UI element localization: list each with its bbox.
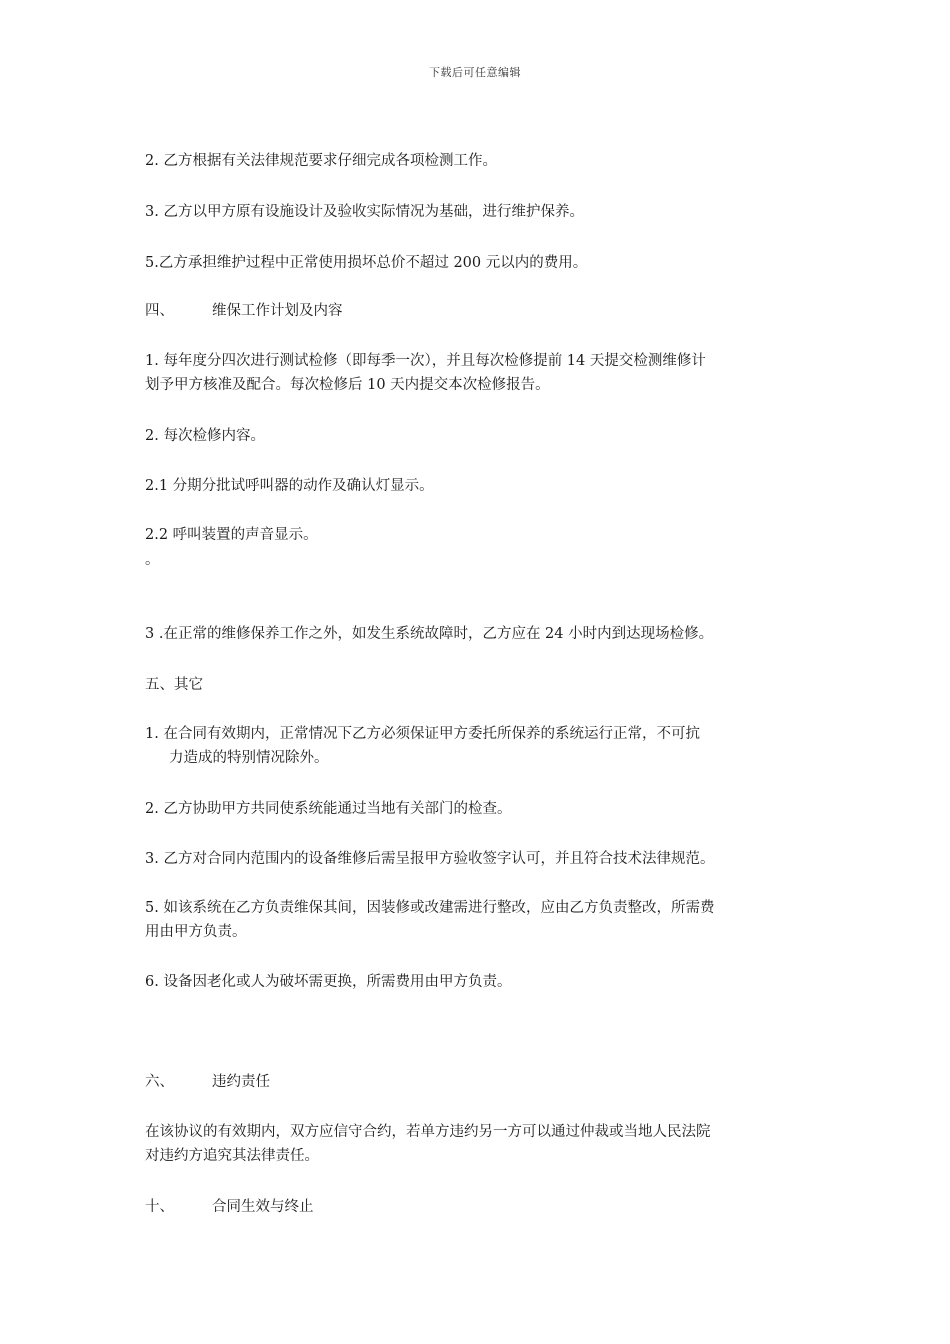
section-number: 六、 (145, 1074, 174, 1090)
stray-period: 。 (145, 552, 160, 568)
section-5-heading: 五、其它 (145, 677, 203, 693)
section-10-heading (145, 1195, 815, 1219)
section-title: 维保工作计划及内容 (212, 303, 343, 319)
clause-2: 2. 乙方根据有关法律规范要求仔细完成各项检测工作。 (145, 153, 497, 169)
clause-5-1-line2: 力造成的特别情况除外。 (169, 750, 329, 766)
clause-5-6: 6. 设备因老化或人为破坏需更换，所需费用由甲方负责。 (145, 974, 512, 990)
clause-4-3: 3 .在正常的维修保养工作之外，如发生系统故障时，乙方应在 24 小时内到达现场检修。 (145, 626, 714, 642)
section-6-body-line2: 对违约方追究其法律责任。 (145, 1148, 319, 1164)
clause-4-2: 2. 每次检修内容。 (145, 428, 265, 444)
clause-4-2-1: 2.1 分期分批试呼叫器的动作及确认灯显示。 (145, 478, 434, 494)
clause-4-1-line2: 划予甲方核准及配合。每次检修后 10 天内提交本次检修报告。 (145, 377, 550, 393)
section-number: 四、 (145, 303, 174, 319)
clause-5-2: 2. 乙方协助甲方共同使系统能通过当地有关部门的检查。 (145, 801, 512, 817)
clause-4-2-2: 2.2 呼叫装置的声音显示。 (145, 527, 318, 543)
section-6-body-line1: 在该协议的有效期内，双方应信守合约，若单方违约另一方可以通过仲裁或当地人民法院 (145, 1124, 711, 1140)
section-number: 十、 (145, 1199, 174, 1215)
clause-5-3: 3. 乙方对合同内范围内的设备维修后需呈报甲方验收签字认可，并且符合技术法律规范。 (145, 851, 715, 867)
clause-4-1-line1: 1. 每年度分四次进行测试检修（即每季一次），并且每次检修提前 14 天提交检测维修计 (145, 353, 706, 369)
section-title: 合同生效与终止 (212, 1199, 314, 1215)
clause-5: 5.乙方承担维护过程中正常使用损坏总价不超过 200 元以内的费用。 (145, 255, 588, 271)
clause-5-1-line1: 1. 在合同有效期内，正常情况下乙方必须保证甲方委托所保养的系统运行正常，不可抗 (145, 726, 700, 742)
clause-5-5-line2: 用由甲方负责。 (145, 924, 247, 940)
clause-5-5-line1: 5. 如该系统在乙方负责维保其间，因装修或改建需进行整改，应由乙方负责整改，所需费 (145, 900, 715, 916)
clause-3: 3. 乙方以甲方原有设施设计及验收实际情况为基础，进行维护保养。 (145, 204, 584, 220)
section-title: 违约责任 (212, 1074, 270, 1090)
section-4-heading (145, 299, 815, 323)
section-6-heading (145, 1070, 815, 1094)
page-header: 下载后可任意编辑 (429, 66, 521, 79)
